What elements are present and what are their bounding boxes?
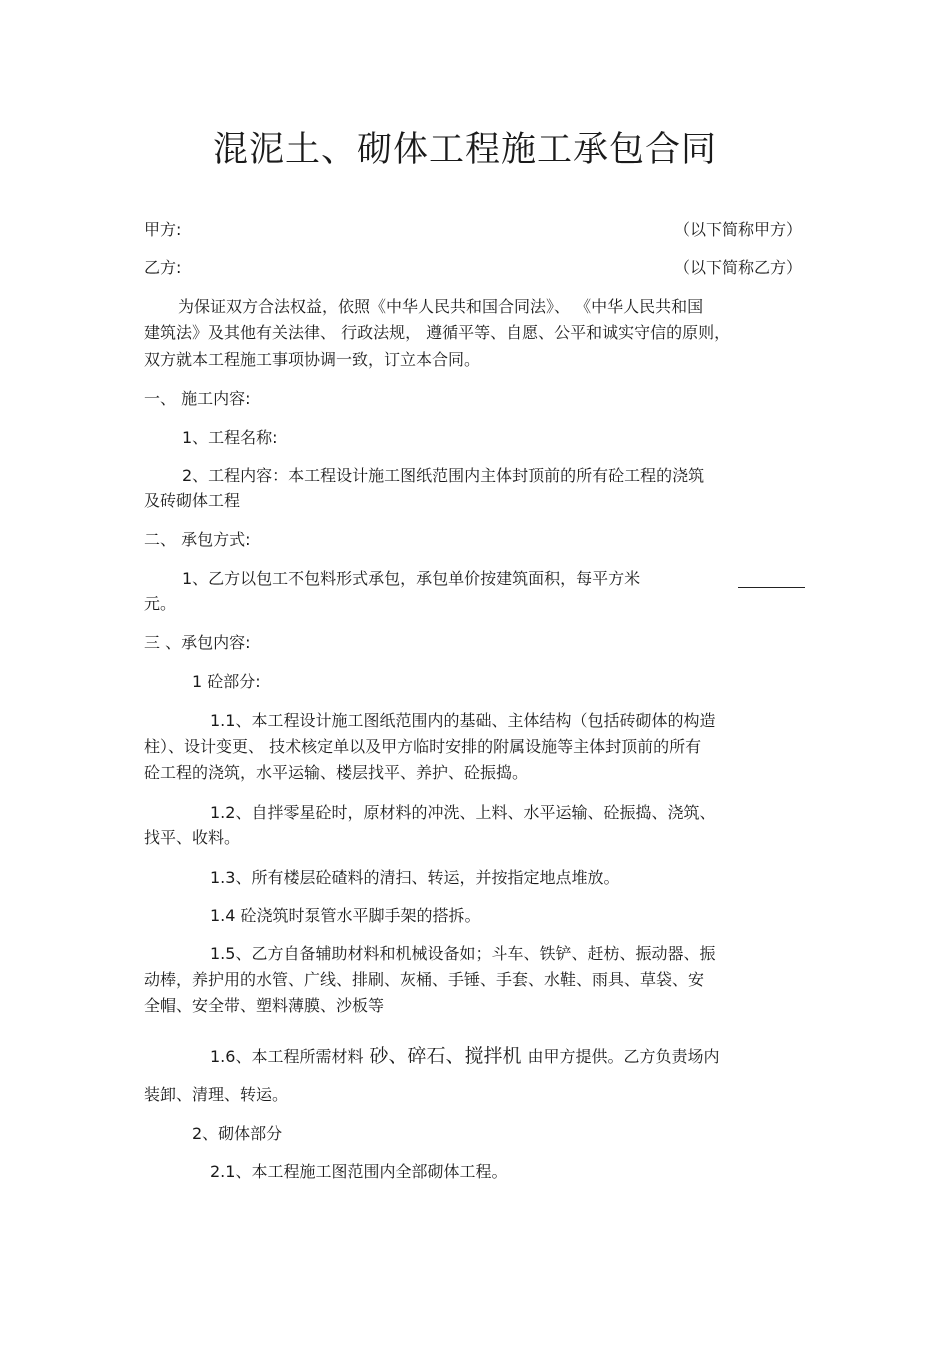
clause	[210, 1046, 719, 1067]
party-b-label: 乙方:	[144, 258, 182, 277]
clause-continuation: 全帽、安全带、塑料薄膜、沙板等	[144, 996, 385, 1015]
clause: 1、工程名称:	[182, 428, 278, 447]
clause-continuation: 装卸、清理、转运。	[144, 1085, 289, 1104]
sub-heading: 2、砌体部分	[192, 1124, 283, 1143]
clause-text: 1.6、本工程所需材料	[210, 1047, 364, 1066]
clause: 1、乙方以包工不包料形式承包，承包单价按建筑面积，每平方米	[182, 569, 641, 588]
blank-underline	[738, 587, 805, 588]
clause: 2、工程内容：本工程设计施工图纸范围内主体封顶前的所有砼工程的浇筑	[182, 466, 705, 485]
materials-emphasis: 砂、碎石、搅拌机	[369, 1045, 522, 1067]
clause-text: 由甲方提供。乙方负责场内	[527, 1047, 720, 1066]
section-heading: 一、 施工内容:	[144, 389, 251, 408]
clause: 1.3、所有楼层砼碴料的清扫、转运，并按指定地点堆放。	[210, 868, 620, 887]
clause-continuation: 找平、收料。	[144, 828, 241, 847]
clause-continuation: 动棒，养护用的水管、广线、排刷、灰桶、手锤、手套、水鞋、雨具、草袋、安	[144, 970, 705, 989]
clause: 1.5、乙方自备辅助材料和机械设备如；斗车、铁铲、赶枋、振动器、振	[210, 944, 716, 963]
party-a-label: 甲方:	[144, 220, 182, 239]
clause: 1.2、自拌零星砼时，原材料的冲洗、上料、水平运输、砼振捣、浇筑、	[210, 803, 716, 822]
preamble-line: 双方就本工程施工事项协调一致，订立本合同。	[144, 350, 481, 369]
section-heading: 三 、承包内容:	[144, 633, 251, 652]
clause: 2.1、本工程施工图范围内全部砌体工程。	[210, 1162, 508, 1181]
clause: 1.1、本工程设计施工图纸范围内的基础、主体结构（包括砖砌体的构造	[210, 711, 716, 730]
sub-heading: 1 砼部分:	[192, 672, 261, 691]
clause-continuation: 砼工程的浇筑，水平运输、楼层找平、养护、砼振捣。	[144, 763, 529, 782]
clause: 1.4 砼浇筑时泵管水平脚手架的搭拆。	[210, 906, 481, 925]
preamble-line: 为保证双方合法权益，依照《中华人民共和国合同法》、 《中华人民共和国	[178, 297, 704, 316]
clause-continuation: 元。	[144, 594, 177, 613]
party-b-note: （以下简称乙方）	[673, 258, 802, 277]
preamble-line: 建筑法》及其他有关法律、 行政法规， 遵循平等、自愿、公平和诚实守信的原则，	[144, 323, 731, 342]
document-title: 混泥土、砌体工程施工承包合同	[212, 130, 717, 170]
clause-continuation: 柱）、设计变更、 技术核定单以及甲方临时安排的附属设施等主体封顶前的所有	[144, 737, 702, 756]
clause-continuation: 及砖砌体工程	[144, 491, 241, 510]
section-heading: 二、 承包方式:	[144, 530, 251, 549]
party-a-note: （以下简称甲方）	[673, 220, 802, 239]
